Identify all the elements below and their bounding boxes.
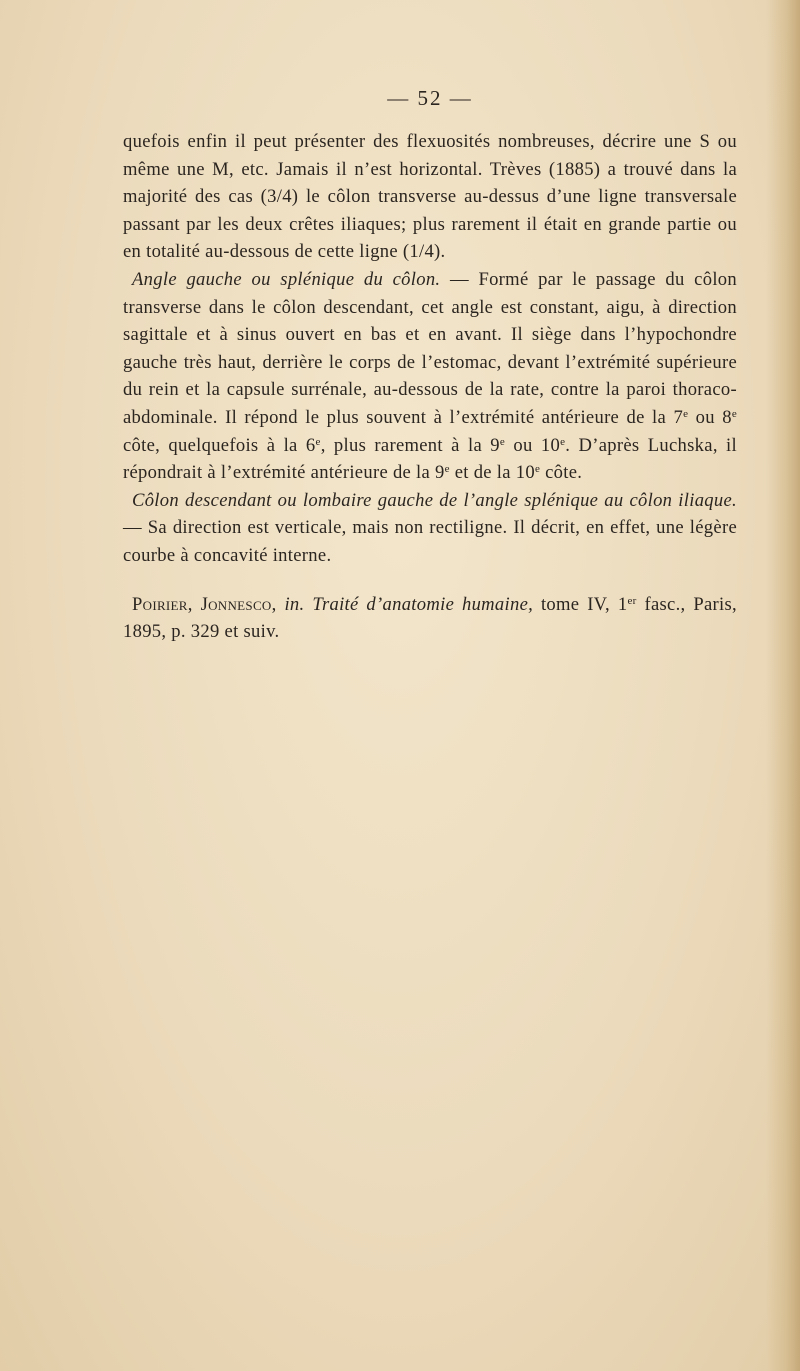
reference-authors: Poirier, Jonnesco, xyxy=(132,593,277,615)
page-edge-shadow xyxy=(766,0,800,1371)
page-number: — 52 — xyxy=(387,86,473,110)
paragraph-3: Côlon descendant ou lombaire gauche de l’angle splénique au côlon iliaque. — Sa direction est verticale, mais non rectiligne. Il décrit, en effet, une légère courbe à concavité interne. xyxy=(123,489,737,566)
section-heading-angle-gauche: Angle gauche ou splénique du côlon. xyxy=(132,268,441,290)
section-heading-colon-descendant: Côlon descendant ou lombaire gauche de l’angle splénique au côlon iliaque. xyxy=(132,489,737,511)
paragraph-2: Angle gauche ou splénique du côlon. — Formé par le passage du côlon transverse dans le côlon descendant, cet angle est constant, aigu, à direction sagittale et à sinus ouvert en bas et en avant. Il siège dans l’hypochondre gauche très haut, derrière le corps de l’estomac, devant l’extrémité supérieure du rein et la capsule surrénale, au-dessous de la rate, contre la paroi thoraco-abdominale. Il répond le plus souvent à l’extrémité antérieure de la 7e ou 8e côte, quelquefois à la 6e, plus rarement à la 9e ou 10e. D’après Luchska, il répondrait à l’extrémité antérieure de la 9e et de la 10e côte. xyxy=(123,268,738,484)
reference-title: Traité d’anatomie humaine, xyxy=(312,593,534,615)
paragraph-1: quefois enfin il peut présenter des flexuosités nombreuses, décrire une S ou même une M, etc. Jamais il n’est horizontal. Trèves (1885) a trouvé dans la majorité des cas (3/4) le côlon transverse au-dessus d’une ligne transversale passant par les deux crêtes iliaques; plus rarement il était en grande partie ou en totalité au-dessous de cette ligne (1/4). xyxy=(123,131,737,263)
body-text xyxy=(123,128,737,646)
bibliographic-reference: Poirier, Jonnesco, in. Traité d’anatomie humaine, tome IV, 1er fasc., Paris, 1895, p. 329 et suiv. xyxy=(123,593,737,643)
